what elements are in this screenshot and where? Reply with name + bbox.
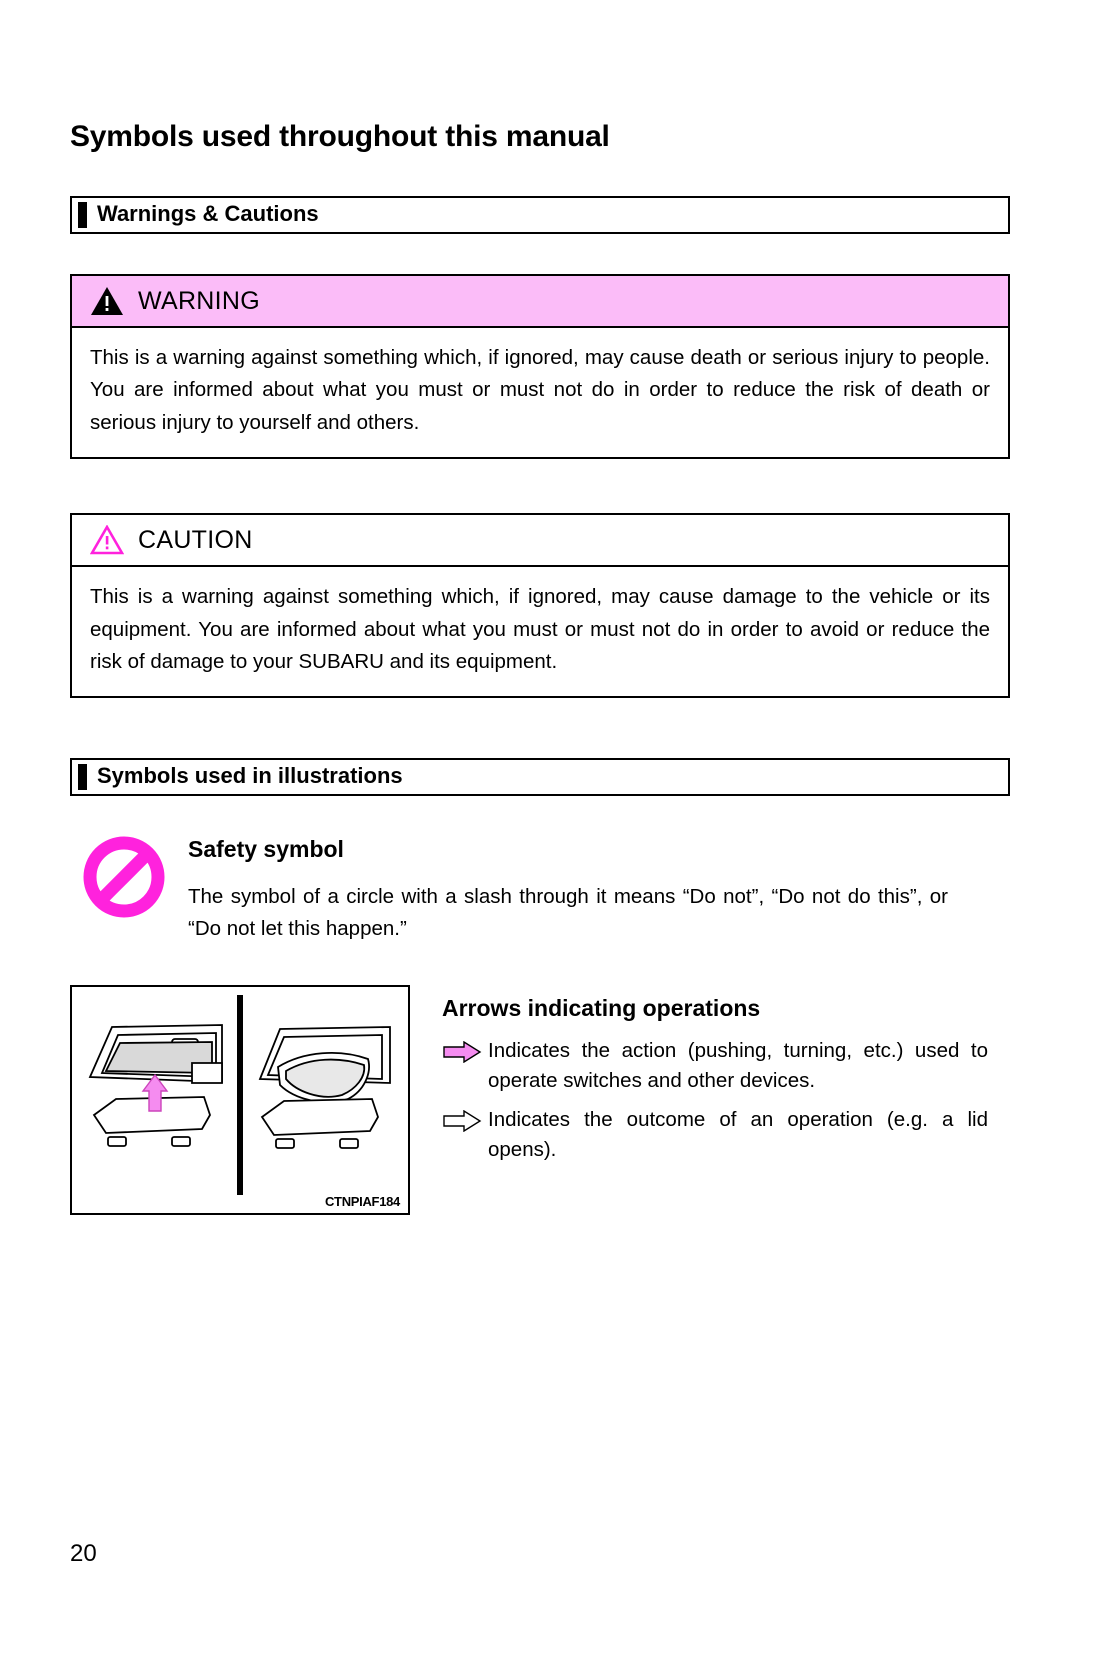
section-title: Symbols used in illustrations: [97, 763, 403, 789]
outline-arrow-icon: [442, 1105, 488, 1137]
illustration-arrows-block: [70, 985, 1010, 1215]
section-header-warnings-cautions: [70, 196, 1010, 234]
section-tick-icon: [78, 764, 87, 790]
arrow-item: [442, 1036, 1010, 1095]
no-sign-icon: [81, 834, 167, 925]
arrow-item: [442, 1105, 1010, 1164]
caution-notice: [70, 513, 1010, 698]
caution-text: This is a warning against something which, if ignored, may cause damage to the vehicle or its equipment. You are informed about what you must or must not do in order to avoid or reduce the risk of damage to your SUBARU and its equipment.: [90, 585, 990, 673]
caution-triangle-icon: [90, 525, 124, 555]
no-sign-icon-wrap: [70, 830, 178, 925]
warning-label: WARNING: [138, 286, 260, 315]
caution-notice-body: [72, 567, 1008, 696]
page-content: [70, 120, 1010, 1215]
section-header-symbols-illustrations: [70, 758, 1010, 796]
warning-text: This is a warning against something which, if ignored, may cause death or serious injury to people. You are informed about what you must or must not do in order to reduce the risk of death or serious injury to yourself and others.: [90, 346, 990, 434]
safety-symbol-block: [70, 830, 1010, 945]
page-title: Symbols used throughout this manual: [70, 120, 610, 153]
safety-symbol-text: [178, 830, 1010, 945]
caution-notice-header: [72, 515, 1008, 567]
filled-arrow-icon: [442, 1036, 488, 1068]
safety-symbol-description: The symbol of a circle with a slash through it means “Do not”, “Do not do this”, or “Do not let this happen.”: [188, 885, 948, 941]
section-title: Warnings & Cautions: [97, 201, 319, 226]
page-number: 20: [70, 1540, 97, 1567]
illustration-image: [70, 985, 410, 1215]
caution-label: CAUTION: [138, 525, 253, 554]
section-tick-icon: [78, 202, 87, 228]
warning-notice-body: [72, 328, 1008, 457]
warning-notice-header: [72, 276, 1008, 328]
arrows-title: Arrows indicating operations: [442, 994, 761, 1021]
arrow-description: Indicates the outcome of an operation (e.g. a lid opens).: [488, 1108, 988, 1161]
safety-symbol-title: Safety symbol: [188, 836, 344, 863]
warning-notice: [70, 274, 1010, 459]
illustration-code: CTNPIAF184: [324, 1193, 400, 1209]
warning-triangle-icon: [90, 286, 124, 316]
arrow-description: Indicates the action (pushing, turning, etc.) used to operate switches and other devices.: [488, 1038, 988, 1092]
arrows-section: [410, 985, 1010, 1175]
